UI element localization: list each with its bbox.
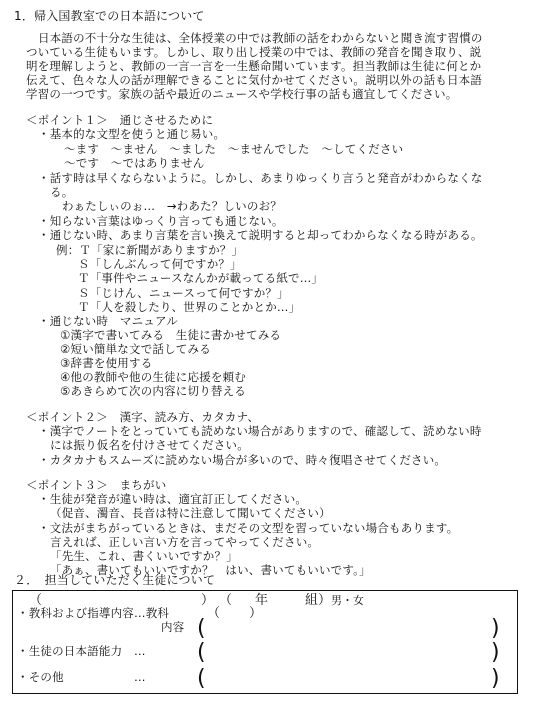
point-1-line: ②短い簡単な文で話してみる — [60, 342, 211, 356]
ability-field-close-paren: ) — [491, 640, 500, 665]
point-1-line: ④他の教師や他の生徒に応援を頼む — [60, 370, 247, 384]
section-2-heading: ２． 担当していただく生徒について — [14, 573, 216, 587]
student-info-form — [12, 590, 518, 694]
ability-field-open-paren[interactable]: ( — [197, 640, 206, 665]
subject-field-close: ） — [249, 606, 263, 621]
point-1-line: ①漢字で書いてみる 生徒に書かせてみる — [60, 328, 282, 342]
point-3-line: 言えれば、正しい言い方を言ってやってください。 — [50, 535, 320, 549]
point-2-line: ・漢字でノートをとっていても読めない場合がありますので、確認して、読めない時 — [38, 424, 482, 438]
point-3-line: ・文法がまちがっているときは、まだその文型を習っていない場合もあります。 — [38, 521, 459, 535]
content-field-close-paren: ) — [491, 616, 500, 641]
intro-line-5: 学習の一つです。家族の話や最近のニュースや学校行事の話も適宜してください。 — [26, 87, 458, 101]
point-3-line: 「先生、これ、書くいいですか？」 — [50, 549, 238, 563]
point-1-line: Ｓ「しんぶんって何ですか？」 — [78, 257, 242, 271]
intro-line-1: 日本語の不十分な生徒は、全体授業の中では教師の話をわからないと聞き流す習慣の — [38, 31, 483, 45]
grade-field-open[interactable]: （ — [219, 593, 233, 608]
point-1-line: ③辞書を使用する — [60, 356, 153, 370]
intro-line-4: 伝えて、色々な人の話が理解できることに気付かせてください。説明以外の話も日本語 — [26, 73, 483, 87]
other-field-close-paren: ) — [491, 666, 500, 691]
intro-line-2: ついている生徒もいます。しかし、取り出し授業の中では、教師の発音を聞き取り、説 — [26, 45, 482, 59]
point-1-line: 〜ます 〜ません 〜ました 〜ませんでした 〜してください — [64, 142, 404, 156]
ability-label: ・生徒の日本語能力 … — [17, 644, 146, 658]
point-1-line: Ｔ「人を殺したり、世界のことかとか…」 — [78, 300, 301, 314]
content-field-open-paren[interactable]: ( — [197, 616, 206, 641]
point-2-line: ・カタカナもスムーズに読めない場合が多いので、時々復唱させてください。 — [38, 453, 447, 467]
point-3-line: ・生徒が発音が違い時は、適宜訂正してください。 — [38, 492, 308, 506]
point-2-line: には振り仮名を付けさせてください。 — [50, 438, 249, 452]
grade-label: 年 — [255, 593, 269, 608]
point-2-title: ＜ポイント２＞ 漢字、読み方、カタカナ、 — [26, 410, 260, 424]
name-field-open[interactable]: （ — [29, 593, 43, 608]
point-3-line: （促音、濁音、長音は特に注意して聞いてください） — [50, 506, 331, 520]
point-1-line: ・基本的な文型を使うと通じ易い。 — [38, 127, 226, 141]
point-1-line: 〜です 〜ではありません — [64, 156, 205, 170]
intro-line-3: 明を理解しようと、教師の一言一言を一生懸命聞いています。担当教師は生徒に何とか — [26, 59, 482, 73]
other-label: ・その他 … — [17, 670, 146, 684]
content-label: 内容 — [161, 620, 185, 634]
point-1-line: ・話す時は早くならないように。しかし、あまりゆっくり言うと発音がわからなくな — [38, 171, 483, 185]
point-1-line: る。 — [50, 185, 74, 199]
point-1-title: ＜ポイント１＞ 通じさせるために — [26, 113, 214, 127]
point-1-line: Ｔ「事件やニュースなんかが載ってる紙で…」 — [78, 271, 324, 285]
point-1-line: ⑤あきらめて次の内容に切り替える — [60, 384, 247, 398]
point-1-line: ・通じない時、あまり言葉を言い換えて説明すると却ってわからなくなる時がある。 — [38, 228, 483, 242]
point-1-line: Ｓ「じけん、ニュースって何ですか？」 — [78, 286, 289, 300]
class-label: 組） — [305, 593, 332, 608]
gender-label[interactable]: 男・女 — [331, 594, 364, 607]
point-1-line: 例：Ｔ「家に新聞がありますか？」 — [56, 243, 244, 257]
point-3-line: 「あぁ、書いてもいいですか？ はい、書いてもいいです。」 — [50, 563, 371, 577]
point-1-line: ・知らない言葉はゆっくり言っても通じない。 — [38, 214, 284, 228]
section-1-heading: 1．帰入国教室での日本語について — [14, 9, 205, 23]
subject-label: ・教科および指導内容…教科 — [17, 606, 170, 620]
name-field-close: ） — [201, 593, 215, 608]
point-1-line: ・通じない時 マニュアル — [38, 314, 178, 328]
other-field-open-paren[interactable]: ( — [197, 666, 206, 691]
point-3-title: ＜ポイント３＞ まちがい — [26, 478, 167, 492]
subject-field-open[interactable]: （ — [207, 606, 221, 621]
point-1-line: わぁたしぃのぉ… →わあた？しいのお？ — [62, 199, 282, 213]
